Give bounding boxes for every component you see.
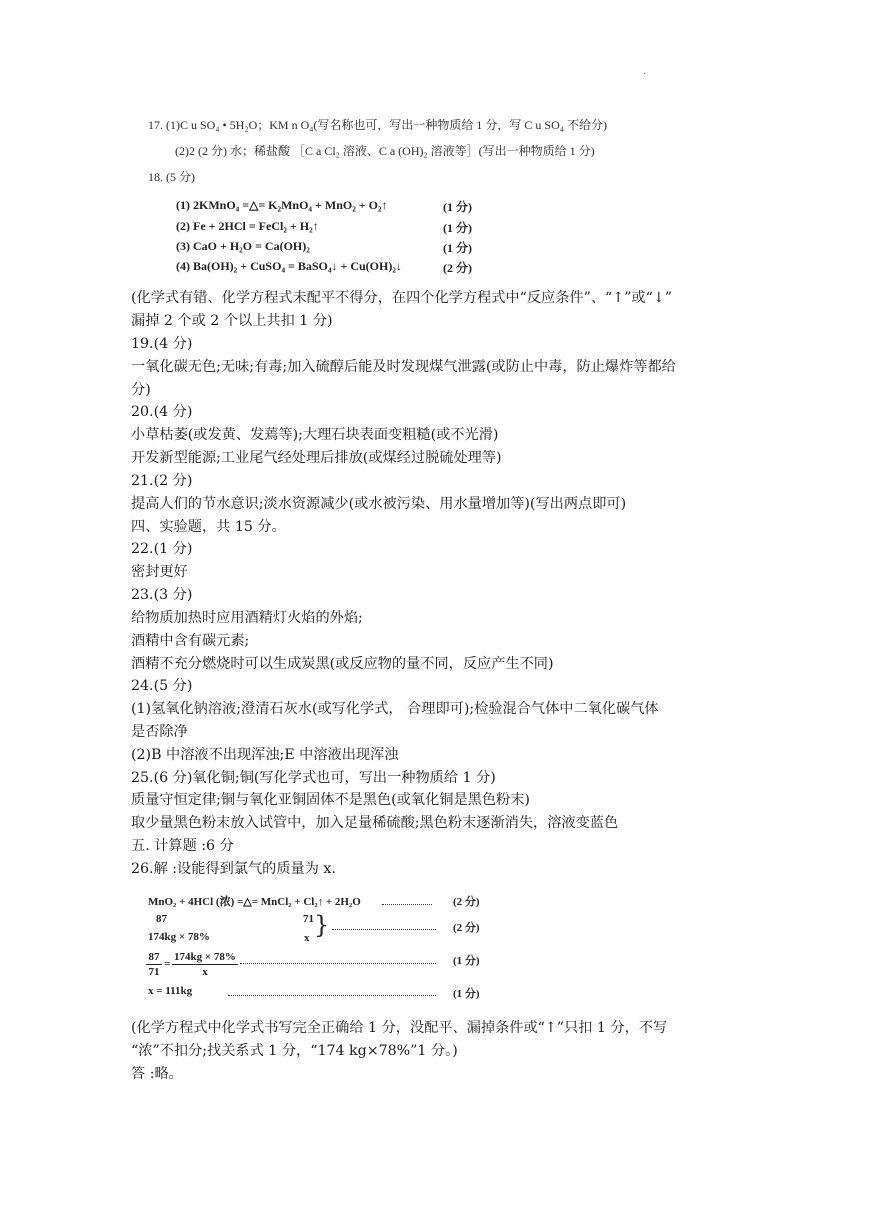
- body-line: 是否除净: [131, 724, 188, 740]
- q26-equation: MnO₂ + 4HCl (浓) =△= MnCl₂ + Cl₂↑ + 2H₂O: [148, 896, 361, 908]
- body-line: 22.(1 分): [131, 541, 193, 557]
- body-line: 开发新型能源;工业尾气经处理后排放(或煤经过脱硫处理等): [131, 450, 502, 466]
- leader-dots: [382, 904, 432, 905]
- q26-score-4: (1 分): [453, 988, 480, 1000]
- body-line: 21.(2 分): [131, 473, 193, 489]
- body-line: 漏掉 2 个或 2 个以上共扣 1 分): [131, 313, 333, 329]
- q26-score-2: (2 分): [453, 922, 480, 934]
- body-line: (2)B 中溶液不出现浑浊;E 中溶液出现浑浊: [131, 747, 399, 763]
- section-heading: 四、实验题，共 15 分。: [131, 519, 286, 535]
- q18-equation-3: (3) CaO + H₂O = Ca(OH)₂: [176, 239, 310, 253]
- body-line: (化学式有错、化学方程式未配平不得分，在四个化学方程式中“反应条件”、“↑”或“↓”: [131, 290, 673, 306]
- body-line: 一氧化碳无色;无味;有毒;加入硫醇后能及时发现煤气泄露(或防止中毒，防止爆炸等都给: [131, 359, 676, 375]
- footer-line: “浓”不扣分;找关系式 1 分，“174 kg×78%”1 分。): [131, 1043, 458, 1059]
- q17-line-2: (2)2 (2 分) 水；稀盐酸 ［C a Cl₂ 溶液、C a (OH)₂ 溶液等］(写出一种物质给 1 分): [175, 144, 595, 158]
- body-line: 19.(4 分): [131, 336, 193, 352]
- body-line: 酒精不充分燃烧时可以生成炭黑(或反应物的量不同，反应产生不同): [131, 656, 554, 672]
- q18-equation-4: (4) Ba(OH)₂ + CuSO₄ = BaSO₄↓ + Cu(OH)₂↓: [176, 259, 402, 273]
- q18-score-4: (2 分): [443, 261, 472, 275]
- leader-dots: [228, 995, 436, 996]
- q26-mass-x: x: [304, 932, 310, 944]
- body-line: 分): [131, 382, 151, 398]
- q26-result: x = 111kg: [148, 985, 193, 997]
- q18-score-3: (1 分): [443, 241, 472, 255]
- fraction-bar: [172, 964, 238, 965]
- fraction-87-71: [146, 951, 162, 978]
- fraction-bar: [146, 964, 162, 965]
- q18-score-2: (1 分): [443, 221, 472, 235]
- q26-mass-87: 87: [156, 913, 167, 925]
- q26-score-3: (1 分): [453, 955, 480, 967]
- section-heading: 五. 计算题 :6 分: [131, 838, 234, 854]
- body-line: 质量守恒定律;铜与氧化亚铜固体不是黑色(或氧化铜是黑色粉末): [131, 792, 530, 808]
- fraction-denominator: x: [202, 966, 208, 978]
- q17-line-1: 17. (1)C u SO₄ • 5H₂O；KM n O₄(写名称也可，写出一种物质给 1 分，写 C u SO₄ 不给分): [148, 118, 607, 132]
- fraction-numerator: 87: [148, 951, 160, 963]
- q26-mass-174: 174kg × 78%: [148, 931, 210, 943]
- body-line: 26.解 :设能得到氯气的质量为 x.: [131, 861, 336, 877]
- q26-score-1: (2 分): [453, 896, 480, 908]
- body-line: 酒精中含有碳元素;: [131, 633, 250, 649]
- body-line: 小草枯萎(或发黄、发蔫等);大理石块表面变粗糙(或不光滑): [131, 427, 499, 443]
- body-line: 提高人们的节水意识;淡水资源减少(或水被污染、用水量增加等)(写出两点即可): [131, 496, 627, 512]
- body-line: 取少量黑色粉末放入试管中，加入足量稀硫酸;黑色粉末逐渐消失，溶液变蓝色: [131, 815, 619, 831]
- body-line: 给物质加热时应用酒精灯火焰的外焰;: [131, 610, 363, 626]
- leader-dots: [240, 963, 436, 964]
- footer-line: (化学方程式中化学式书写完全正确给 1 分，没配平、漏掉条件或“↑”只扣 1 分，不写: [131, 1020, 668, 1036]
- q18-equation-2: (2) Fe + 2HCl = FeCl₂ + H₂↑: [176, 219, 319, 233]
- corner-mark: .: [643, 66, 647, 77]
- q18-equation-1: (1) 2KMnO₄ =△= K₂MnO₄ + MnO₂ + O₂↑: [176, 198, 388, 212]
- q26-mass-71: 71: [303, 913, 314, 925]
- q18-header: 18. (5 分): [148, 170, 195, 184]
- body-line: 密封更好: [131, 564, 188, 580]
- equals-sign: =: [164, 958, 171, 970]
- body-line: (1)氢氧化钠溶液;澄清石灰水(或写化学式， 合理即可);检验混合气体中二氧化碳气体: [131, 701, 659, 717]
- body-line: 24.(5 分): [131, 678, 193, 694]
- brace-icon: }: [314, 911, 330, 939]
- body-line: 20.(4 分): [131, 404, 193, 420]
- body-line: 23.(3 分): [131, 587, 193, 603]
- fraction-denominator: 71: [148, 966, 160, 978]
- leader-dots: [332, 929, 436, 930]
- q18-score-1: (1 分): [443, 200, 472, 214]
- fraction-numerator: 174kg × 78%: [174, 951, 236, 963]
- body-line: 25.(6 分)氧化铜;铜(写化学式也可，写出一种物质给 1 分): [131, 770, 496, 786]
- fraction-174-x: [172, 951, 238, 978]
- footer-line: 答 :略。: [131, 1066, 183, 1082]
